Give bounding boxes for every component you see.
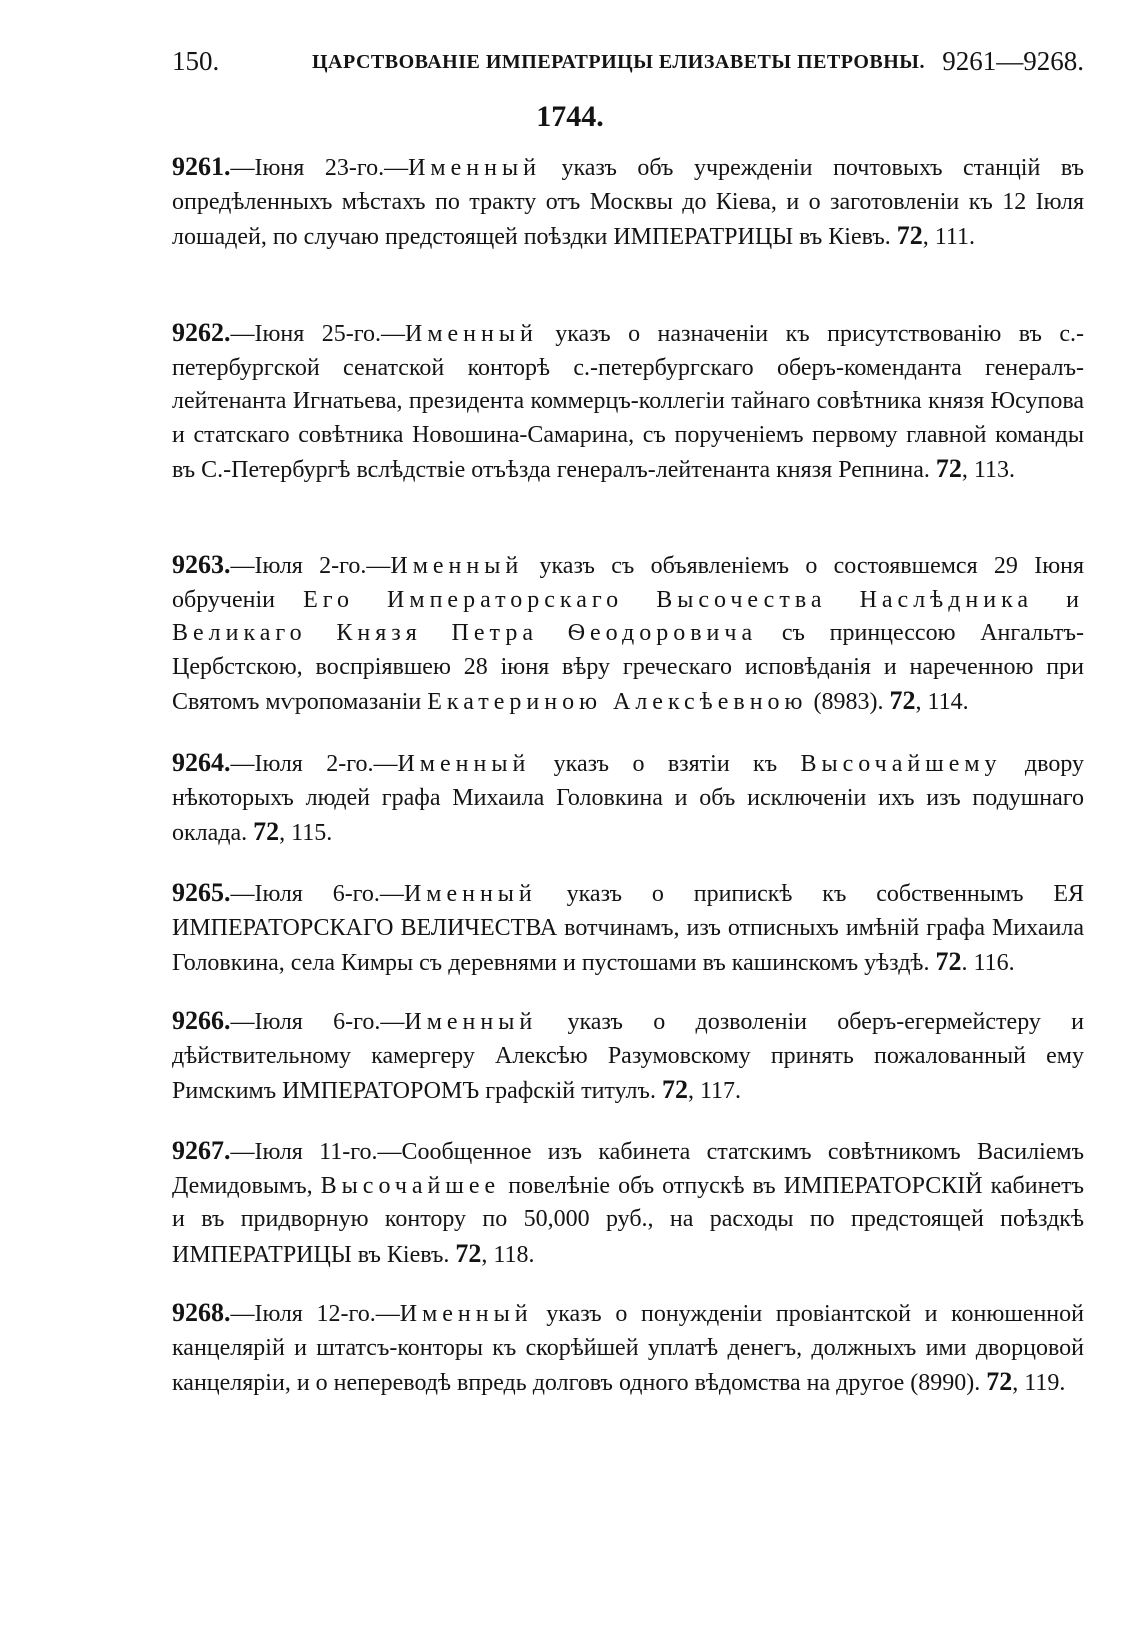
- entry-9264: [172, 746, 1084, 851]
- entry-date: —Іюля 6-го.—: [230, 1009, 405, 1035]
- entry-ref-volume: 72: [889, 686, 916, 715]
- entry-ref-page: , 113.: [961, 457, 1016, 483]
- entry-text: Сообщенное изъ кабинета статскимъ совѣтникомъ Василіемъ Демидовымъ,: [172, 1139, 1084, 1199]
- entry-spaced-title: Его Императорскаго Высочества Наслѣдника и Великаго Князя Петра Ѳеодоровича: [172, 586, 1084, 646]
- year-heading: 1744.: [536, 100, 604, 133]
- entry-ref-page: , 117.: [687, 1078, 742, 1104]
- entry-number: 9267.: [172, 1136, 231, 1165]
- entry-9267: [172, 1134, 1084, 1272]
- entry-spaced-title: Екатериною Алексѣевною: [427, 689, 808, 715]
- entry-doc-type: Именный: [408, 155, 541, 181]
- entry-doc-type: Именный: [404, 1009, 538, 1035]
- entry-number: 9268.: [172, 1298, 231, 1327]
- entry-ref-page: , 111.: [922, 224, 975, 250]
- entry-doc-type: Именный: [390, 553, 524, 579]
- entry-9263: [172, 548, 1084, 720]
- entry-ref-volume: 72: [253, 817, 280, 846]
- entry-doc-type: Именный: [399, 1301, 533, 1327]
- entry-doc-type: Именный: [397, 751, 531, 777]
- entry-date: —Іюля 6-го.—: [230, 881, 404, 907]
- entry-ref-volume: 72: [455, 1238, 482, 1268]
- entry-9266: [172, 1004, 1084, 1109]
- entry-doc-type: Именный: [404, 321, 538, 347]
- entry-date: —Іюня 25-го.—: [230, 321, 405, 347]
- entry-9268: [172, 1296, 1084, 1401]
- entry-text: указъ о назначеніи къ присутствованію въ с.-петербургской сенатской конторѣ с.-петербургскаго оберъ-коменданта генералъ-лейтенанта Игнатьева, президента коммерцъ-коллегіи тайнаго совѣтника князя Юсупова и статскаго совѣтника Новошина-Самарина, съ порученіемъ первому главной команды въ С.-Петербургѣ вслѣдствіе отъѣзда генералъ-лейтенанта князя Репнина.: [172, 321, 1084, 483]
- entry-range: 9261—9268.: [942, 46, 1084, 76]
- entry-ref-volume: 72: [935, 454, 962, 483]
- entry-date: —Іюля 2-го.—: [230, 553, 391, 579]
- entry-date: —Іюля 11-го.—: [230, 1139, 402, 1165]
- page-number: 150.: [172, 46, 220, 76]
- running-title: ЦАРСТВОВАНІЕ ИМПЕРАТРИЦЫ ЕЛИЗАВЕТЫ ПЕТРОВНЫ.: [312, 51, 925, 73]
- entry-number: 9263.: [172, 550, 231, 579]
- entry-ref-page: , 114.: [915, 689, 969, 715]
- entry-9265: [172, 876, 1084, 981]
- entry-text: указъ о дозволеніи оберъ-егермейстеру и дѣйствительному камергеру Алексѣю Разумовскому принять пожалованный ему Римскимъ ИМПЕРАТОРОМЪ графскій титулъ.: [172, 1009, 1085, 1104]
- entry-text: указъ съ объявленіемъ о состоявшемся 29 Іюня обрученіи: [172, 553, 1085, 613]
- entry-date: —Іюля 2-го.—: [230, 751, 398, 777]
- entry-number: 9264.: [172, 748, 231, 777]
- entry-date: —Іюля 12-го.—: [230, 1301, 400, 1327]
- entry-text: указъ объ учрежденіи почтовыхъ станцій въ опредѣленныхъ мѣстахъ по тракту отъ Москвы до Кіева, и о заготовленіи къ 12 Іюля лошадей, по случаю предстоящей поѣздки ИМПЕРАТРИЦЫ въ Кіевъ.: [172, 155, 1085, 250]
- entry-text: указъ о взятіи къ: [530, 751, 801, 777]
- entry-doc-type: Именный: [403, 881, 537, 907]
- entry-ref-page: , 118.: [481, 1241, 535, 1268]
- entry-text: указъ о припискѣ къ собственнымъ ЕЯ ИМПЕРАТОРСКАГО ВЕЛИЧЕСТВА вотчинамъ, изъ отписныхъ имѣній графа Михаила Головкина, села Кимры съ деревнями и пустошами въ кашинскомъ уѣздѣ.: [172, 881, 1084, 976]
- entry-ref-volume: 72: [935, 947, 962, 976]
- entry-number: 9262.: [172, 318, 231, 347]
- entry-text: указъ о понужденіи провіантской и конюшенной канцелярій и штатсъ-конторы къ скорѣйшей уплатѣ денегъ, должныхъ ими дворцовой канцеляріи, и о непереводѣ впредь долговъ одного вѣдомства на другое (8990).: [172, 1301, 1084, 1396]
- entry-text: двору нѣкоторыхъ людей графа Михаила Головкина и объ исключеніи ихъ изъ подушнаго оклада.: [172, 751, 1084, 846]
- entry-9262: [172, 316, 1084, 488]
- entry-ref-volume: 72: [661, 1075, 688, 1104]
- entry-text: съ принцессою Ангальтъ-Цербстскою, воспріявшею 28 іюня вѣру греческаго исповѣданія и нареченною при Святомъ мѵропомазаніи: [172, 620, 1085, 715]
- entry-ref-volume: 72: [986, 1367, 1013, 1396]
- entry-number: 9261.: [172, 152, 231, 181]
- entry-text: (8983).: [807, 689, 884, 715]
- entry-ref-page: , 119.: [1012, 1370, 1066, 1396]
- entry-number: 9265.: [172, 878, 231, 907]
- entry-ref-page: , 115.: [279, 820, 333, 846]
- entry-date: —Іюня 23-го.—: [230, 155, 409, 181]
- entry-ref-volume: 72: [896, 221, 923, 250]
- entry-ref-page: . 116.: [961, 950, 1015, 976]
- entry-text: повелѣніе объ отпускѣ въ ИМПЕРАТОРСКІЙ кабинетъ и въ придворную контору по 50,000 руб., на расходы по предстоящей поѣздкѣ ИМПЕРАТРИЦЫ въ Кіевъ.: [172, 1172, 1084, 1268]
- page-header: [172, 46, 1084, 86]
- entry-spaced-title: Высочайшее: [320, 1172, 501, 1199]
- entry-number: 9266.: [172, 1006, 231, 1035]
- entry-9261: [172, 150, 1084, 255]
- entry-spaced-title: Высочайшему: [800, 751, 1002, 777]
